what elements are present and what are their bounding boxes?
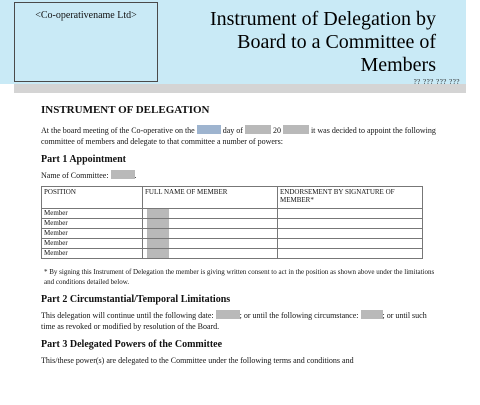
main-heading: INSTRUMENT OF DELEGATION: [41, 104, 210, 116]
member-name-cell[interactable]: [143, 209, 278, 219]
reference-number: ?? ??? ??? ???: [413, 78, 460, 86]
table-row: [42, 229, 423, 239]
title-line-3: Members: [360, 54, 436, 76]
title-line-2: Board to a Committee of: [237, 31, 436, 53]
member-name-cell[interactable]: [143, 239, 278, 249]
signature-footnote: * By signing this Instrument of Delegation the member is giving written consent to act in the position as shown above under the limitations and conditions detailed below.: [44, 268, 435, 286]
committee-name-line: Name of Committee: .: [41, 171, 137, 180]
document-title: [170, 8, 436, 77]
intro-text-1: At the board meeting of the Co-operative on the: [41, 126, 195, 135]
table-row: [42, 249, 423, 259]
committee-name-field[interactable]: [111, 170, 135, 179]
signature-cell[interactable]: [278, 209, 423, 219]
position-cell: Member: [42, 239, 143, 249]
table-header-row: [42, 187, 423, 209]
position-cell: Member: [42, 249, 143, 259]
intro-paragraph: [41, 125, 441, 147]
meeting-year-field[interactable]: [283, 125, 309, 134]
intro-text-2: day of: [222, 126, 243, 135]
member-name-field[interactable]: [147, 239, 169, 248]
title-line-1: Instrument of Delegation by: [209, 8, 436, 30]
member-name-cell[interactable]: [143, 219, 278, 229]
document-body: [41, 104, 441, 366]
signature-cell[interactable]: [278, 249, 423, 259]
part3-paragraph: This/these power(s) are delegated to the Committee under the following terms and conditions and: [41, 356, 354, 365]
column-header-full-name: FULL NAME OF MEMBER: [143, 187, 278, 209]
column-header-endorsement: ENDORSEMENT BY SIGNATURE OF MEMBER*: [278, 187, 423, 209]
part2-heading: Part 2 Circumstantial/Temporal Limitations: [41, 294, 231, 305]
table-row: [42, 239, 423, 249]
members-table: [41, 186, 423, 259]
intro-text-3: 20: [272, 126, 281, 135]
signature-cell[interactable]: [278, 219, 423, 229]
member-name-cell[interactable]: [143, 249, 278, 259]
signature-cell[interactable]: [278, 229, 423, 239]
table-row: [42, 209, 423, 219]
end-date-field[interactable]: [216, 310, 240, 319]
meeting-month-field[interactable]: [245, 125, 271, 134]
end-circumstance-field[interactable]: [361, 310, 383, 319]
table-row: [42, 219, 423, 229]
signature-cell[interactable]: [278, 239, 423, 249]
part2-paragraph: [41, 310, 441, 332]
position-cell: Member: [42, 209, 143, 219]
intro-text-4: it was decided to: [310, 126, 365, 135]
part2-text-1: This delegation will continue until the following date:: [41, 311, 214, 320]
position-cell: Member: [42, 219, 143, 229]
member-name-field[interactable]: [147, 229, 169, 238]
position-cell: Member: [42, 229, 143, 239]
part2-text-2: ; or until the following circumstance:: [239, 311, 359, 320]
intro-text-5: appoint the following committee of members and delegate to that committee a number of powers:: [41, 126, 436, 146]
part3-heading: Part 3 Delegated Powers of the Committee: [41, 339, 223, 350]
cooperative-name: <Co-operativename Ltd>: [35, 10, 137, 21]
meeting-date-field[interactable]: [197, 125, 221, 134]
member-name-field[interactable]: [147, 209, 169, 218]
part2-text-3: ; or until such time as revoked or modified by resolution of the Board.: [41, 311, 427, 331]
committee-name-label: Name of Committee:: [41, 171, 109, 180]
member-name-field[interactable]: [147, 219, 169, 228]
cooperative-name-box: [14, 2, 158, 82]
part1-heading: Part 1 Appointment: [41, 154, 126, 165]
member-name-field[interactable]: [147, 249, 169, 258]
column-header-position: POSITION: [42, 187, 143, 209]
header-divider: [14, 84, 466, 93]
member-name-cell[interactable]: [143, 229, 278, 239]
